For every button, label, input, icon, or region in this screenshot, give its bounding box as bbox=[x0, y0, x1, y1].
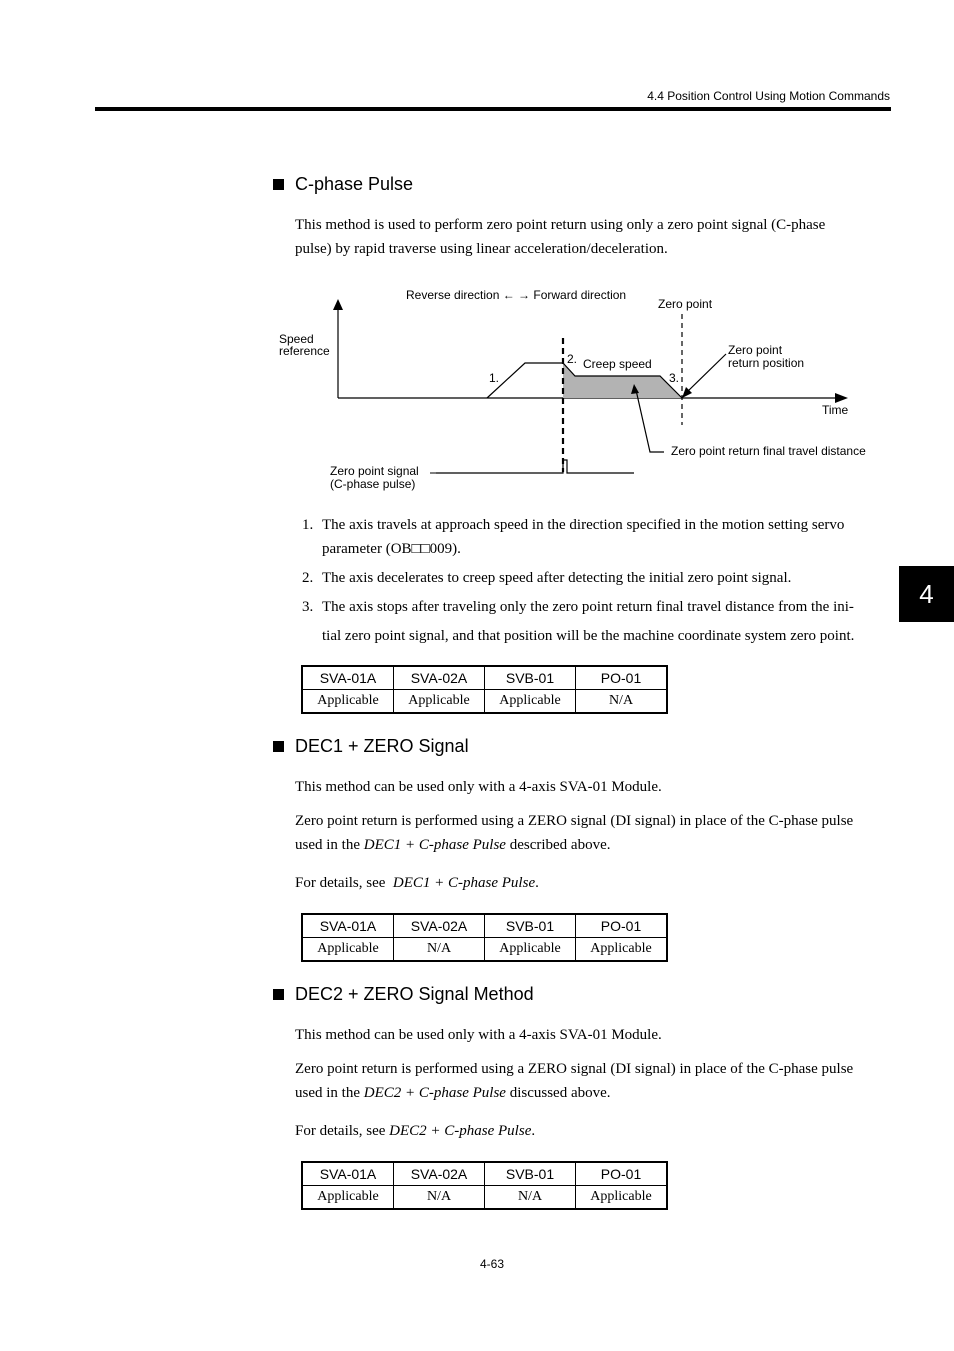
c-phase-pulse-signal bbox=[436, 460, 634, 473]
speed-reference-label-2: reference bbox=[279, 344, 330, 358]
return-position-label-1: Zero point bbox=[728, 343, 783, 357]
dec1-details: For details, see DEC1 + C-phase Pulse. bbox=[295, 875, 539, 891]
applicability-table-dec1 bbox=[301, 913, 668, 962]
zero-point-label: Zero point bbox=[658, 297, 713, 311]
creep-speed-label: Creep speed bbox=[583, 357, 652, 371]
dec2-details: For details, see DEC2 + C-phase Pulse. bbox=[295, 1123, 536, 1139]
chapter-tab: 4 bbox=[899, 566, 954, 622]
table-cell: Applicable bbox=[485, 690, 576, 714]
cphase-intro: This method is used to perform zero point return using only a zero point signal (C-phase pulse) by rapid traverse using linear acceleration/deceleration. bbox=[295, 217, 826, 257]
dec1-para1: This method can be used only with a 4-axis SVA-01 Module. bbox=[295, 779, 662, 795]
page-number: 4-63 bbox=[480, 1257, 505, 1271]
square-bullet-icon bbox=[273, 989, 284, 1000]
table-cell: Applicable bbox=[576, 938, 668, 962]
table-header-cell: SVB-01 bbox=[485, 666, 576, 690]
final-travel-distance-label: Zero point return final travel distance bbox=[671, 444, 866, 458]
return-position-label-2: return position bbox=[728, 356, 805, 370]
list-item: 3. The axis stops after traveling only the zero point return final travel distance from the ini- tial zero point signal, and that position will be the machine coordinate system zero point. bbox=[302, 599, 855, 644]
table-header-cell: SVB-01 bbox=[485, 1162, 576, 1186]
table-cell: N/A bbox=[394, 1186, 485, 1210]
applicability-table-cphase bbox=[301, 665, 668, 714]
table-header-cell: SVA-01A bbox=[302, 1162, 394, 1186]
table-cell: Applicable bbox=[302, 938, 394, 962]
table-cell: Applicable bbox=[576, 1186, 668, 1210]
speed-axis-arrow-icon bbox=[333, 299, 343, 310]
table-header-cell: PO-01 bbox=[576, 914, 668, 938]
step-1-label: 1. bbox=[489, 371, 500, 385]
dec2-para1: This method can be used only with a 4-axis SVA-01 Module. bbox=[295, 1027, 662, 1043]
step-2-label: 2. bbox=[567, 352, 578, 366]
table-cell: N/A bbox=[485, 1186, 576, 1210]
applicability-table-dec2 bbox=[301, 1161, 668, 1210]
cphase-steps bbox=[302, 513, 894, 648]
time-axis-arrow-icon bbox=[835, 393, 848, 403]
square-bullet-icon bbox=[273, 741, 284, 752]
table-cell: Applicable bbox=[302, 1186, 394, 1210]
time-label: Time bbox=[822, 403, 849, 417]
table-header-cell: PO-01 bbox=[576, 1162, 668, 1186]
dec2-para2: Zero point return is performed using a ZERO signal (DI signal) in place of the C-phase pulse used in the DEC2 + C-phase Pulse discussed above. bbox=[295, 1061, 854, 1101]
section-title-dec1: DEC1 + ZERO Signal bbox=[273, 736, 469, 757]
direction-label: Reverse direction ← → Forward direction bbox=[406, 288, 627, 302]
table-cell: Applicable bbox=[485, 938, 576, 962]
table-header-cell: SVA-02A bbox=[394, 666, 485, 690]
section-title-cphase: C-phase Pulse bbox=[273, 174, 413, 195]
return-position-leader bbox=[686, 354, 726, 393]
zero-point-signal-label-1: Zero point signal bbox=[330, 464, 419, 478]
table-header-cell: SVA-02A bbox=[394, 914, 485, 938]
table-cell: N/A bbox=[576, 690, 668, 714]
step-3-label: 3. bbox=[669, 371, 680, 385]
zero-point-signal-label-2: (C-phase pulse) bbox=[330, 477, 416, 491]
list-item: 2. The axis decelerates to creep speed after detecting the initial zero point signal. bbox=[302, 570, 792, 586]
table-header-cell: SVA-02A bbox=[394, 1162, 485, 1186]
table-header-cell: PO-01 bbox=[576, 666, 668, 690]
table-header-cell: SVB-01 bbox=[485, 914, 576, 938]
table-cell: N/A bbox=[394, 938, 485, 962]
running-header: 4.4 Position Control Using Motion Commands bbox=[647, 89, 890, 103]
zero-point-return-diagram bbox=[0, 0, 954, 520]
table-header-cell: SVA-01A bbox=[302, 914, 394, 938]
list-item: 1. The axis travels at approach speed in the direction specified in the motion setting servo parameter (OB□□009). bbox=[302, 517, 845, 557]
dec1-para2: Zero point return is performed using a ZERO signal (DI signal) in place of the C-phase pulse used in the DEC1 + C-phase Pulse described above. bbox=[295, 813, 854, 853]
final-distance-leader bbox=[636, 390, 664, 452]
table-cell: Applicable bbox=[302, 690, 394, 714]
section-title-dec2: DEC2 + ZERO Signal Method bbox=[273, 984, 534, 1005]
speed-reference-label-1: Speed bbox=[279, 332, 314, 346]
table-cell: Applicable bbox=[394, 690, 485, 714]
table-header-cell: SVA-01A bbox=[302, 666, 394, 690]
